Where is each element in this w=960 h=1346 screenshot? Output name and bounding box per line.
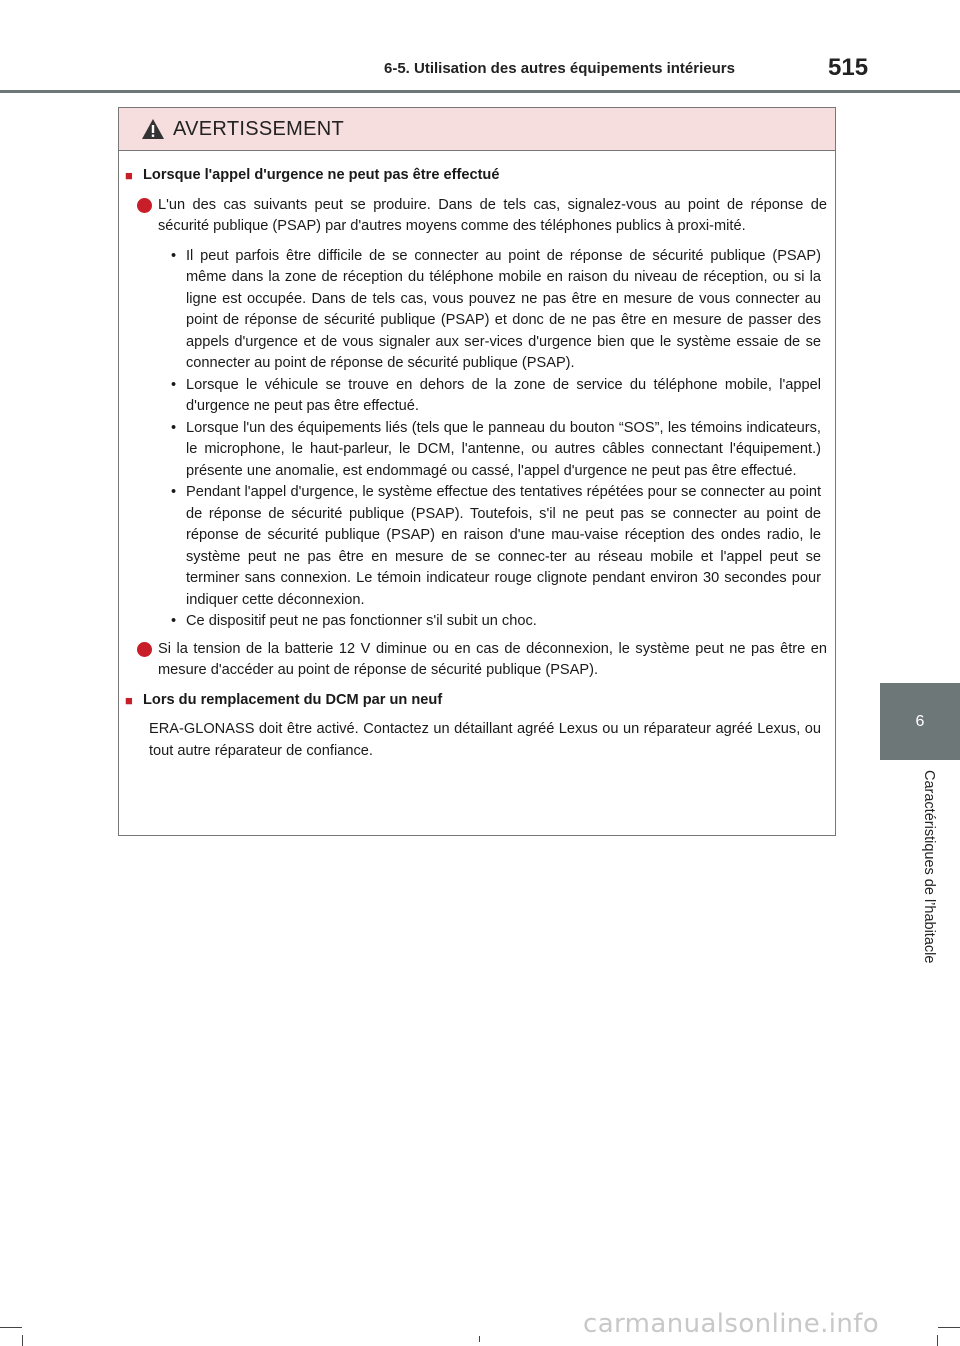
- crop-mark: [0, 1327, 22, 1328]
- square-bullet-icon: ■: [125, 692, 133, 708]
- crop-mark: [938, 1327, 960, 1328]
- chapter-title: Caractéristiques de l’habitacle: [921, 770, 937, 964]
- sub-list-item: • Ce dispositif peut ne pas fonctionner s'il subit un choc.: [171, 611, 821, 633]
- warning-triangle-icon: [141, 118, 165, 140]
- list-item: L'un des cas suivants peut se produire. Dans de tels cas, signalez-vous au point de réponse de sécurité publique (PSAP) par d'autres moyens comme des téléphones publics à proxi-mité.: [125, 195, 827, 238]
- crop-mark: [479, 1336, 480, 1342]
- warning-title: AVERTISSEMENT: [173, 117, 344, 140]
- section-heading: ■ Lorsque l'appel d'urgence ne peut pas être effectué: [125, 165, 827, 187]
- dot-bullet-icon: •: [171, 376, 177, 393]
- sub-list-item: • Il peut parfois être difficile de se connecter au point de réponse de sécurité publique (PSAP) même dans la zone de réception du téléphone mobile en raison du niveau de réception, ou si la ligne est occupée. Dans de tels cas, vous pouvez ne pas être en mesure de vous connecter au point de réponse de sécurité publique (PSAP) et donc de ne pas être en mesure de passer des appels d'urgence et de vous signaler aux ser-vices d'urgence bien que le système essaie de se connecter au point de réponse de sécurité publique (PSAP).: [171, 246, 821, 375]
- crop-mark: [937, 1335, 938, 1346]
- red-circle-bullet-icon: [137, 642, 152, 657]
- section-heading: ■ Lors du remplacement du DCM par un neuf: [125, 690, 827, 712]
- page-header: [0, 0, 960, 100]
- warning-content: [119, 151, 835, 762]
- dot-bullet-icon: •: [171, 419, 177, 436]
- watermark: carmanualsonline.info: [583, 1309, 880, 1339]
- crop-mark: [22, 1335, 23, 1346]
- sub-list-item: • Pendant l'appel d'urgence, le système effectue des tentatives répétées pour se connecter au point de réponse de sécurité publique (PSAP). Toutefois, s'il ne peut pas se connecter au point de réponse de sécurité publique (PSAP) en raison d'une mau-vaise réception des ondes radio, le système peut ne pas être en mesure de se connec-ter au réseau mobile et l'appel peut se terminer sans connexion. Le témoin indicateur rouge clignote pendant environ 30 secondes pour indiquer cette déconnexion.: [171, 482, 821, 611]
- warning-header: [119, 108, 835, 151]
- sub-list-item: • Lorsque le véhicule se trouve en dehors de la zone de service du téléphone mobile, l'appel d'urgence ne peut pas être effectué.: [171, 375, 821, 418]
- paragraph: ERA-GLONASS doit être activé. Contactez un détaillant agréé Lexus ou un réparateur agréé Lexus, ou tout autre réparateur de confiance.: [149, 721, 821, 759]
- sub-list-item: • Lorsque l'un des équipements liés (tels que le panneau du bouton “SOS”, les témoins indicateurs, le microphone, le haut-parleur, le DCM, l'antenne, ou autres câbles connectant l'équipement.) présente une anomalie, est endommagé ou cassé, l'appel d'urgence ne peut pas être effectué.: [171, 418, 821, 483]
- chapter-number: 6: [915, 712, 925, 730]
- warning-box: [118, 107, 836, 836]
- chapter-tab: [880, 683, 960, 760]
- dot-bullet-icon: •: [171, 247, 177, 264]
- section-title: 6-5. Utilisation des autres équipements intérieurs: [384, 60, 735, 77]
- page-number: 515: [828, 54, 869, 81]
- dot-bullet-icon: •: [171, 613, 177, 629]
- red-circle-bullet-icon: [137, 198, 152, 213]
- dot-bullet-icon: •: [171, 484, 177, 500]
- list-item: Si la tension de la batterie 12 V diminue ou en cas de déconnexion, le système peut ne pas être en mesure d'accéder au point de réponse de sécurité publique (PSAP).: [125, 639, 827, 682]
- sub-list: [171, 246, 821, 633]
- header-rule: [0, 90, 960, 93]
- square-bullet-icon: ■: [125, 168, 133, 183]
